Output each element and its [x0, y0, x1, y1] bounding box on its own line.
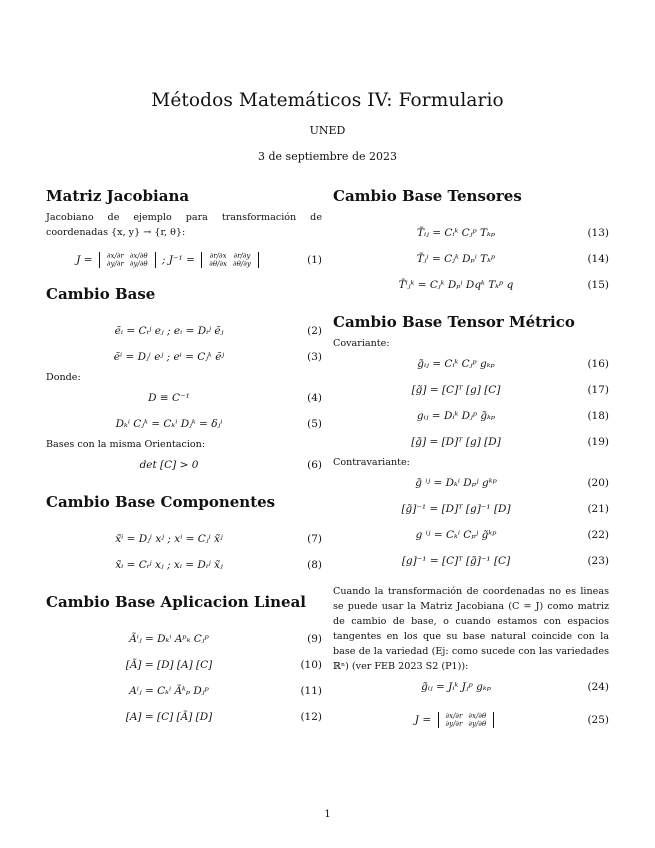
matrix-cell: ∂r/∂x	[209, 252, 227, 260]
jacobian-matrix	[99, 252, 156, 268]
matrix-cell: ∂θ/∂y	[233, 260, 251, 268]
equation-number: (14)	[587, 253, 609, 265]
paragraph: Contravariante:	[333, 457, 410, 468]
section-heading: Cambio Base Tensores	[333, 187, 522, 205]
equation-number: (22)	[587, 529, 609, 541]
equation-number: (12)	[300, 711, 322, 723]
equation-formula: g̃ᵢⱼ = Jᵢᵏ Jⱼᵖ gₖₚ	[421, 681, 491, 693]
equation-number: (5)	[307, 418, 322, 430]
equation-number: (23)	[587, 555, 609, 567]
equation-number: (9)	[307, 633, 322, 645]
equation-number: (2)	[307, 325, 322, 337]
equation-number: (18)	[587, 410, 609, 422]
section-heading: Cambio Base Tensor Métrico	[333, 313, 575, 331]
equation-9	[46, 626, 322, 652]
equation-13	[333, 220, 609, 246]
matrix-cell: ∂y/∂r	[445, 720, 463, 728]
equation-16	[333, 351, 609, 377]
matrix-cell: ∂θ/∂x	[209, 260, 228, 268]
equation-formula: det [C] > 0	[139, 459, 199, 471]
equation-formula: ẽᵢ = Cᵢʲ eⱼ ; eᵢ = Dᵢʲ ẽⱼ	[114, 325, 224, 337]
section-heading: Cambio Base	[46, 285, 156, 303]
equation-formula: g̃ ⁱʲ = Dₖⁱ Dₚʲ gᵏᵖ	[415, 477, 497, 489]
equation-formula: [g̃] = [C]ᵀ [g] [C]	[411, 384, 501, 396]
equation-formula: Dₖⁱ Cⱼᵏ = Cₖⁱ Dⱼᵏ = δⱼⁱ	[115, 418, 223, 430]
equation-formula: [g̃]⁻¹ = [D]ᵀ [g]⁻¹ [D]	[401, 503, 511, 515]
matrix-cell: ∂y/∂r	[106, 260, 124, 268]
matrix-cell: ∂x/∂r	[445, 712, 463, 720]
jacobian-matrix	[438, 712, 495, 728]
equation-formula: Ãⁱⱼ = Dₖⁱ Aᵖₖ Cⱼᵖ	[129, 633, 209, 645]
matrix-cell: ∂x/∂θ	[129, 252, 148, 260]
equation-15	[333, 272, 609, 298]
equation-number: (15)	[587, 279, 609, 291]
eq-separator: ; J⁻¹ =	[161, 254, 195, 266]
equation-formula: [A] = [C] [Ã] [D]	[125, 711, 213, 723]
document-author: UNED	[309, 124, 346, 137]
equation-24	[333, 674, 609, 700]
section-heading: Cambio Base Aplicacion Lineal	[46, 593, 307, 611]
equation-6	[46, 452, 322, 478]
equation-10	[46, 652, 322, 678]
eq-prefix: J =	[76, 254, 93, 266]
equation-number: (10)	[300, 659, 322, 671]
inverse-jacobian-matrix	[201, 252, 259, 268]
equation-number: (16)	[587, 358, 609, 370]
equation-formula: gᵢⱼ = Dᵢᵏ Dⱼᵖ g̃ₖₚ	[416, 410, 496, 422]
equation-3	[46, 344, 322, 370]
equation-number: (4)	[307, 392, 322, 404]
left-column	[46, 182, 322, 730]
equation-22	[333, 522, 609, 548]
equation-7	[46, 526, 322, 552]
page-number: 1	[324, 809, 331, 820]
paragraph: Cuando la transformación de coordenadas no es lineas se puede usar la Matriz Jacobiana (C = J) como matriz de cambio de base, o cuando estamos con espacios tangentes en los que su base natural coincide con la base de la variedad (Ej: como sucede con las variedades ℝⁿ) (ver FEB 2023 S2 (P1)):	[333, 586, 609, 672]
equation-number: (25)	[587, 714, 609, 726]
equation-formula: g̃ᵢⱼ = Cᵢᵏ Cⱼᵖ gₖₚ	[417, 358, 495, 370]
equation-1	[46, 240, 322, 280]
equation-formula: g ⁱʲ = Cₖⁱ Cₚʲ g̃ᵏᵖ	[415, 529, 497, 541]
equation-8	[46, 552, 322, 578]
equation-20	[333, 470, 609, 496]
paragraph: Bases con la misma Orientacion:	[46, 439, 206, 450]
equation-number: (21)	[587, 503, 609, 515]
document-title: Métodos Matemáticos IV: Formulario	[151, 90, 504, 111]
section-heading: Cambio Base Componentes	[46, 493, 276, 511]
equation-formula: T̃ⁱⱼᵏ = Cⱼᵏ Dₚⁱ Dqᵏ Tₖᵖ q	[398, 279, 514, 291]
equation-number: (19)	[587, 436, 609, 448]
equation-4	[46, 385, 322, 411]
equation-number: (20)	[587, 477, 609, 489]
matrix-cell: ∂x/∂r	[106, 252, 124, 260]
paragraph: Donde:	[46, 372, 81, 383]
equation-2	[46, 318, 322, 344]
equation-17	[333, 377, 609, 403]
equation-formula: T̃ⱼⁱ = Cⱼᵏ Dₚⁱ Tₖᵖ	[416, 253, 496, 265]
paragraph: Covariante:	[333, 338, 390, 349]
equation-formula: x̃ᵢ = Cᵢʲ xⱼ ; xᵢ = Dᵢʲ x̃ⱼ	[115, 559, 223, 571]
document-date: 3 de septiembre de 2023	[258, 150, 397, 163]
equation-5	[46, 411, 322, 437]
equation-23	[333, 548, 609, 574]
equation-number: (6)	[307, 459, 322, 471]
equation-formula: [g]⁻¹ = [C]ᵀ [g̃]⁻¹ [C]	[401, 555, 511, 567]
equation-18	[333, 403, 609, 429]
equation-number: (8)	[307, 559, 322, 571]
equation-number: (3)	[307, 351, 322, 363]
equation-11	[46, 678, 322, 704]
right-column	[333, 182, 609, 740]
equation-formula: T̃ᵢⱼ = Cᵢᵏ Cⱼᵖ Tₖₚ	[416, 227, 496, 239]
section-heading: Matriz Jacobiana	[46, 187, 190, 205]
paragraph: Jacobiano de ejemplo para transformación de coordenadas {x, y} → {r, θ}:	[46, 212, 322, 238]
equation-21	[333, 496, 609, 522]
equation-25	[333, 700, 609, 740]
equation-formula: Aⁱⱼ = Cₖⁱ Ãᵏₚ Dⱼᵖ	[129, 685, 209, 697]
matrix-cell: ∂x/∂θ	[468, 712, 487, 720]
matrix-cell: ∂y/∂θ	[468, 720, 487, 728]
equation-number: (7)	[307, 533, 322, 545]
equation-number: (1)	[307, 254, 322, 266]
equation-number: (11)	[300, 685, 322, 697]
equation-formula: D ≡ C⁻¹	[148, 392, 190, 404]
equation-14	[333, 246, 609, 272]
matrix-cell: ∂r/∂y	[233, 252, 251, 260]
eq-prefix: J =	[414, 714, 432, 726]
equation-12	[46, 704, 322, 730]
equation-formula: x̃ⁱ = Dⱼⁱ xʲ ; xⁱ = Cⱼⁱ x̃ʲ	[115, 533, 223, 545]
equation-formula: [g̃] = [D]ᵀ [g] [D]	[411, 436, 501, 448]
equation-formula: ẽⁱ = Dⱼⁱ eʲ ; eⁱ = Cⱼᵏ ẽʲ	[113, 351, 225, 363]
equation-number: (13)	[587, 227, 609, 239]
equation-number: (17)	[587, 384, 609, 396]
equation-formula: [Ã] = [D] [A] [C]	[125, 659, 213, 671]
equation-number: (24)	[587, 681, 609, 693]
matrix-cell: ∂y/∂θ	[129, 260, 148, 268]
equation-19	[333, 429, 609, 455]
